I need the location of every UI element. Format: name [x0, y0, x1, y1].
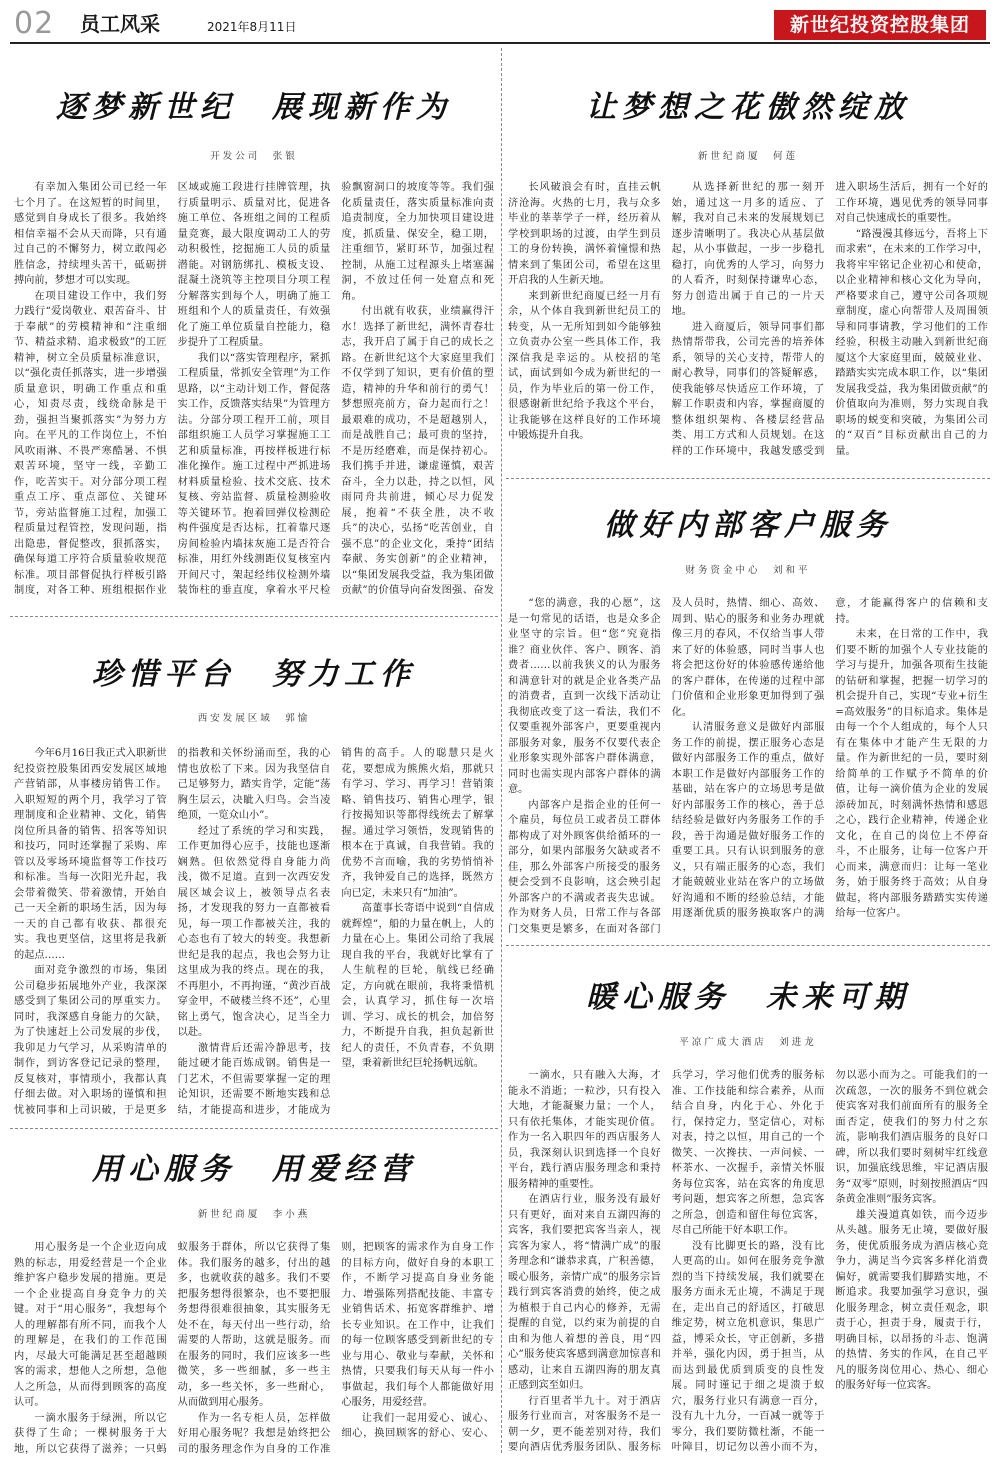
article-byline: 财务资金中心 刘和平	[685, 565, 811, 576]
article-byline: 新世纪商厦 李小燕	[197, 1209, 311, 1220]
article-paragraph: 高董事长寄语中说到“自信成就辉煌”，船的力量在帆上，人的力量在心上。集团公司给了我展现自我的平台，我就好比掌有了人生航程的巨轮，航线已经确定，方向就在眼前，我将秉惜机会，认真学习，抓住每一次培训、学习、成长的机会，加倍努力，不断提升自我，担负起新世纪人的责任，不负青春，不负期望，秉着新世纪巨轮扬帆远航。	[341, 903, 494, 1069]
column-divider	[501, 48, 502, 1453]
section-divider	[506, 478, 990, 479]
article-paragraph: 没有比脚更长的路，没有比人更高的山。如何在服务竞争激烈的当下持续发展，我们就要在服务方面永无止境，不满足于现在，走出自己的舒适区，打破思维定势，树立危机意识，集思广益，博采众长，守正创新，多措并举，强化内因，勇于担当，从而达到最优质到质变的良性发展。同时谨记于细之堤溃于蚁穴，服务行业只有满意一百分，没有九十九分，一百减一就等于零分，我们要防微杜渐，不能一叶障目，切记勿以善小而不为，勿以恶小而为之。可能我们的一次疏忽，一次的服务不到位就会使宾客对我们前面所有的服务全面否定，使我们的努力付之东流，影响我们酒店服务的良好口碑，所以我们要时刻树牢红线意识，加强底线思维，牢记酒店服务“双零”原则，时刻按照酒店“四条黄金准则”服务宾客。	[671, 1070, 988, 1453]
article-headline: 珍惜平台 努力工作	[92, 657, 416, 692]
article-paragraph: 长风破浪会有时，直挂云帆济沧海。火热的七月，我与众多毕业的莘莘学子一样，经历着从学校到职场的过渡，由学生到员工的身份转换，满怀着憧憬和热情来到了集团公司，希望在这里开启我的人生新天地。	[508, 182, 661, 286]
article-paragraph: 经过了系统的学习和实践，工作更加得心应手，技能也逐渐娴熟。但依然觉得自身能力尚浅，微不足道。直到一次西安发展区域会议上，被领导点名表扬，才发现我的努力一直都被看见，每一项工作都被关注，我的心态也有了较大的转变。我想新世纪是我的起点，我也会努力让这里成为我的终点。现在的我，不再胆小，不再拘谨，“黄沙百战穿金甲，不破楼兰终不还”，心里铭上勇气，饱含决心，足当全力以赴。	[177, 825, 331, 1038]
page-number: 02	[14, 6, 55, 41]
article-headline: 用心服务 用爱经营	[92, 1152, 416, 1187]
article-paragraph: 一滴水，只有融入大海，才能永不消逝；一粒沙，只有投入大地，才能凝聚力量；一个人，只有依托集体，才能实现价值。作为一名入职四年的西店服务人员，我深刻认识到选择一个良好平台，践行酒店服务理念和秉持服务精神的重要性。	[508, 1070, 661, 1190]
article-headline: 做好内部客户服务	[604, 508, 892, 543]
article-headline: 暖心服务 未来可期	[586, 980, 910, 1015]
article-paragraph: 一滴水服务于绿洲，所以它获得了生命；一棵树服务于大地，所以它获得了滋养；一只蚂蚁服务于群体，所以它获得了集体。我们服务的越多，付出的越多，也就收获的越多。我们不要把服务想得很繁杂，也不要把服务想得很难很抽象，其实服务无处不在，每天付出一些行动，给需要的人帮助，这就是服务。而在服务的同时，我们应该多一些微笑，多一些细腻，多一些主动，多一些关怀，多一些耐心，从而做到用心服务。	[14, 1242, 331, 1455]
article-paragraph: 内部客户是指企业的任何一个雇员，每位员工或者员工群体都构成了对外顾客供给循环的一部分，如果内部服务欠缺或者不佳，那么外部客户所接受的服务便会受到不良影响，这会殃引起外部客户的不满或者丧失忠诚。作为财务人员，日常工作与各部门交集更是繁多，在面对各部门及人员时，热情、细心、高效、周到、贴心的服务和业务办理就像三月的春风，不仅给当事人带来了好的体验感，同时当事人也将会把这份好的体验感传递给他的客户群体，在传递的过程中部门价值和企业形象更加得到了强化。	[508, 598, 825, 935]
article-body	[508, 1068, 988, 1458]
article-byline: 平凉广成大酒店 刘进龙	[679, 1037, 817, 1048]
article-paragraph: 来到新世纪商厦已经一月有余，从个体自我到新世纪员工的转变，从一无所知到如今能够独立负责办公室一些具体工作，我深信我是幸运的。从校招的笔试，面试到如今成为新世纪的一员，作为毕业后的第一份工作，很感谢新世纪给予我这个平台，让我能够在这样良好的工作环境中锻炼提升自我。	[508, 290, 661, 441]
article-paragraph: 今年6月16日我正式入职新世纪投资控股集团西安发展区域地产营销部，从事楼房销售工作。入职短短的两个月，我学习了管理制度和企业精神、文化，销售岗位所具备的销售、招客等知识和技巧，同时还掌握了采购、库管以及零场环境监督等工作技巧和标准。当每一次阳光升起，我会带着微笑、带着激情，开始自己一天全新的职场生活，因为每一天的自己都有收获、都很充实。我也更坚信，这里将是我新的起点……	[14, 748, 167, 961]
page-header	[0, 0, 1000, 44]
article-body	[14, 180, 494, 612]
article-paragraph: “您的满意，我的心愿”，这是一句常见的话语，也是众多企业坚守的宗旨。但“您”究竟指谁？商业伙伴、客户、顾客、消费者……以前我狭义的认为服务和满意针对的就是企业各类产品的消费者，直到一次线下活动让我彻底改变了这一看法，我们不仅要重视外部客户，更要重视内部服务对象，服务不仅要代表企业形象实现外部客户群体满意，同时也需实现内部客户群体的满意。	[508, 598, 661, 795]
article-headline: 让梦想之花傲然绽放	[586, 90, 910, 125]
article-paragraph: 在项目建设工作中，我们努力践行“爱岗敬业、艰苦奋斗、甘于奉献”的劳模精神和“注重细节、精益求精、追求极致”的工匠精神，树立全员质量标准意识，以“强化责任抓落实，进一步增强质量意识，明确工作重点和重心，知责尽责，线绕命脉是干劲，强担当聚抓落实”为努力方向。在平凡的工作岗位上，不怕风吹雨淋、不畏严寒酷暑、不惧艰苦环境，坚守一线，辛勤工作，吃苦实干。对分部分项工程重点工序、重点部位、关键环节，旁站监督施工过程，加强工程质量过程管控，发现问题，指出隐患，督促整改，狠抓落实，确保每道工序符合质量验收规范标准。项目部督促执行样板引路制度，对各工种、班组根据作业区域或施工段进行挂牌管理，执行质量明示、质量对比，促进各施工单位、各班组之间的工程质量竞赛，最大限度调动工人的劳动积极性，挖掘施工人员的质量潜能。对钢筋绑扎、模板支设、混凝土浇筑等主控项目分项工程分解落实到每个人，明确了施工班组和个人的质量责任，有效强化了施工单位质量自控能力，稳步提升了工程质量。	[14, 182, 331, 596]
article-body	[14, 746, 494, 1124]
article-paragraph: 未来，在日常的工作中，我们要不断的加强个人专业技能的学习与提升，加强各项衔生技能的钻研和掌握，把握一切学习的机会提升自己，实现“专业+衍生=高效服务”的目标追求。集体是由每一个个人组成的，每个人只有在集体中才能产生无限的力量。作为新世纪的一员，要时刻给简单的工作赋予不简单的价值，让每一滴价值为企业的发展添砖加瓦，时刻满怀热情和感恩之心，践行企业精神，传递企业文化，在自己的岗位上不停奋斗，不止服务，让每一位客户开心而来，满意而归：让每一笔业务，始于服务终于高效；从自身做起，将内部服务踏踏实实传递给每一位客户。	[835, 629, 988, 919]
article-paragraph: 用心服务是一个企业迈向成熟的标志，用爱经营是一个企业维护客户稳步发展的措施。更是一个企业提高自身竞争力的关键。对于“用心服务”，我想每个人的理解都有所不同，而我个人的理解是，在我们的工作范围内，尽最大可能满足甚至超越顾客的需求，想他人之所想，急他人之所急，从而得到顾客的高度认可。	[14, 1242, 167, 1408]
section-divider	[10, 1128, 498, 1129]
article-paragraph: 面对竞争激烈的市场，集团公司稳步拓展地外产业，我深深感受到了集团公司的厚重实力。同时，我深感自身能力的欠缺，为了快速赶上公司发展的步伐，我卯足力气学习，从采购清单的制作，到访客登记记录的整理，反复核对，事情琐小，我都认真仔细去做。对入职场的谨慎和担忧被同事和上司识破，于是更多的指教和关怀纷涌而至，我的心情也放松了下来。因为我坚信自己足够努力，踏实肯学，定能“荡胸生层云，决眦入归鸟。会当凌绝顶，一览众山小”。	[14, 748, 331, 1116]
article-byline: 开发公司 张银	[210, 151, 298, 162]
article-paragraph: 认清服务意义是做好内部服务工作的前提，摆正服务心态是做好内部服务工作的重点，做好本职工作是做好内部服务工作的基础，站在客户的立场思考是做好内部服务工作的核心，善于总结经验是做好内务服务工作的手段，善于沟通是做好服务工作的重要工具。只有认识到服务的意义，只有端正服务的心态，我们才能兢兢业业站在客户的立场做好沟通和不断的经验总结，才能用逐渐优质的服务换取客户的满意，才能赢得客户的信赖和支持。	[671, 598, 988, 919]
article-paragraph: 从选择新世纪的那一刻开始，通过这一月多的适应、了解，我对自己未来的发展规划已逐步清晰明了。我决心从基层做起，从小事做起，一步一步稳扎稳打，向优秀的人学习，向努力的人看齐，时刻保持谦卑心态，努力创造出属于自己的一片天地。	[671, 182, 825, 317]
section-divider	[10, 616, 498, 617]
brand-logo: 新世纪投资控股集团	[774, 10, 986, 40]
article-body	[508, 180, 988, 474]
article-paragraph: 有幸加入集团公司已经一年七个月了。在这短暂的时间里，感觉到自身成长了很多。我始终相信幸福不会从天而降，只有通过自己的不懈努力，树立敢闯必胜信念，持续埋头苦干，砥砺拼搏向前，梦想才可以实现。	[14, 182, 167, 286]
article-body	[14, 1240, 494, 1458]
article-paragraph: 付出就有收获，业绩赢得汗水！选择了新世纪，满怀青春壮志，我开启了属于自己的成长之路。在新世纪这个大家庭里我们不仅学到了知识，更有价值的塑造，精神的升华和前行的勇气！梦想照亮前方，奋力起而行之！最艰难的成功，不是超越别人，而是战胜自己；最可贵的坚持，不是历经磨难，而是保持初心。我们携手并进，谦虚谨慎，艰苦奋斗，全力以赴，持之以恒，风雨同舟共前进，倾心尽力促发展，抱着“不获全胜，决不收兵”的决心，弘扬“吃苦创业，自强不息”的企业文化，秉持“团结奉献、务实创新”的企业精神，以“集团发展我受益，我为集团做贡献”的价值导向奋发图强、奋发	[341, 306, 494, 596]
article-paragraph: 让我们一起用爱心、诚心、细心，换回顾客的舒心、安心、	[341, 1412, 494, 1439]
header-rule	[10, 42, 990, 44]
article-body	[508, 596, 988, 941]
article-byline: 西安发展区域 郭愉	[197, 713, 311, 724]
issue-date: 2021年8月11日	[207, 20, 297, 34]
section-title: 员工风采	[80, 12, 160, 36]
article-paragraph: “路漫漫其修远兮，吾将上下而求索”，在未来的工作学习中，我将牢牢铭记企业初心和使命，以企业精神和核心文化为导向，严格要求自己，遵守公司各项规章制度，虚心向帮带人及周围领导和同事请教，学习他们的工作经验，积极主动融入到新世纪商厦这个大家庭里面，兢兢业业、踏踏实实完成本职工作，以“集团发展我受益，我为集团做贡献”的价值取向为准则，努力实现自我职场的蜕变和突破，为集团公司的“双百”目标贡献出自己的力量。	[835, 228, 988, 457]
section-divider	[506, 945, 990, 946]
article-paragraph: 我们以“落实管理程序，紧抓工程质量，常抓安全管理”为工作思路，以“主动计划工作，督促落实工作，反馈落实结果”为管理方法。分部分项工程开工前，项目部组织施工人员学习掌握施工工艺和质量标准，再按样板进行标准化操作。施工过程中严抓进场材料质量检验、技术交底、技术复核、旁站监督、质量检测验收等关键环节。抱着回弹仪检测砼构件强度是否达标，扛着靠尺逐房间检验内墙抹灰施工是否符合标准，用红外线测距仪复核室内开间尺寸，架起经纬仪检测外墙装饰柱的垂直度，拿着水平尺检验飘窗洞口的坡度等等。我们强化质量责任，落实质量标准向责追责制度，全力加快项目建设进度，抓质量、保安全，稳工期，注重细节，紧盯环节，加强过程控制，从施工过程源头上堵塞漏洞，不放过任何一处窟点和死角。	[177, 182, 494, 596]
article-paragraph: 作为一名专柜人员，怎样做好用心服务呢？我想是始终把公司的服务理念作为自身的工作准则，把顾客的需求作为自身工作的目标方向，做好自身的本职工作，不断学习提高自身业务能力、增强陈列搭配技能、丰富专业销售话术、拓宽客群维护、增长专业知识。在工作中，让我们的每一位顾客感受到新世纪的专业与用心、敬业与奉献，关怀和热情，只要我们每天从每一件小事做起，我们每个人都能做好用心服务，用爱经营。	[177, 1242, 494, 1455]
article-paragraph: 行百里者半九十。对于酒店服务行业而言，对客服务不是一朝一夕，更不能差别对待，我们要向酒店优秀服务团队、服务标兵学习，学习他们优秀的服务标准、工作技能和综合素养，从而结合自身，内化于心、外化于行，保持定力，坚定信心，对标对表，持之以恒，用自己的一个微笑、一次搀扶、一声问候、一杯茶水、一次握手，亲情关怀服务每位宾客，站在宾客的角度思考问题，想宾客之所想，急宾客之所急，创造和留住每位宾客，尽自己所能干好本职工作。	[508, 1070, 825, 1453]
article-paragraph: 激情背后还需冷静思考，技能过硬才能百炼成钢。销售是一门艺术，不但需要掌握一定的理论知识，还需要不断地实践和总结，才能提高和进步，才能成为销售的高手。人的聪慧只是火花，要想成为熊熊火焰，那就只有学习、学习、再学习！营销策略、销售技巧、销售心理学，银行按揭知识等都得线统去了解掌握。通过学习领悟，发现销售的根本在于真诚，自我营销。我的优势不言而喻，我的劣势悄悄补齐，我钟爱自己的选择，既然方向已定，未来只有“加油”。	[177, 748, 494, 1116]
article-paragraph: 在酒店行业，服务没有最好只有更好，面对来自五湖四海的宾客，我们要把宾客当亲人，视宾客为家人，将“情满广成”的服务理念和“谦恭求真，广积善德，暖心服务，亲情广成”的服务宗旨践行到宾客消费的始终，使之成为植根于自己内心的修养，无需提醒的自觉，以约束为前提的自由和为他人着想的善良，用“四心”服务使宾客感到满意加惊喜和感动，让来自五湖四海的朋友真正感到宾至如归。	[508, 1194, 661, 1391]
article-headline: 逐梦新世纪 展现新作为	[56, 90, 452, 125]
article-paragraph: 进入商厦后，领导同事们都热情帮带我，公司完善的培养体系，领导的关心支持，帮带人的耐心教导，同事们的答疑解惑，使我能够尽快适应工作环境，了解工作职责和内容，掌握商厦的整体组织架构、各楼层经营品类、用工方式和人员规划。在这样的工作环境中，我越发感受到进入职场生活后，拥有一个好的工作环境，遇见优秀的领导同事对自己快速成长的重要性。	[671, 182, 988, 457]
article-paragraph: 雄关漫道真如铁，而今迈步从头越。服务无止境，要做好服务，使优质服务成为酒店核心竞争力，满足当今宾客多样化消费偏好，就需要我们脚踏实地，不断追求。我要加强学习意识，强化服务理念，树立责任观念，职责于心，担责于身，履责于行，明确目标，以昂扬的斗志、饱满的热情、务实的作风，在自己平凡的服务岗位用心、热心、细心的服务好每一位宾客。	[835, 1209, 988, 1391]
article-byline: 新世纪商厦 何莲	[697, 151, 798, 162]
